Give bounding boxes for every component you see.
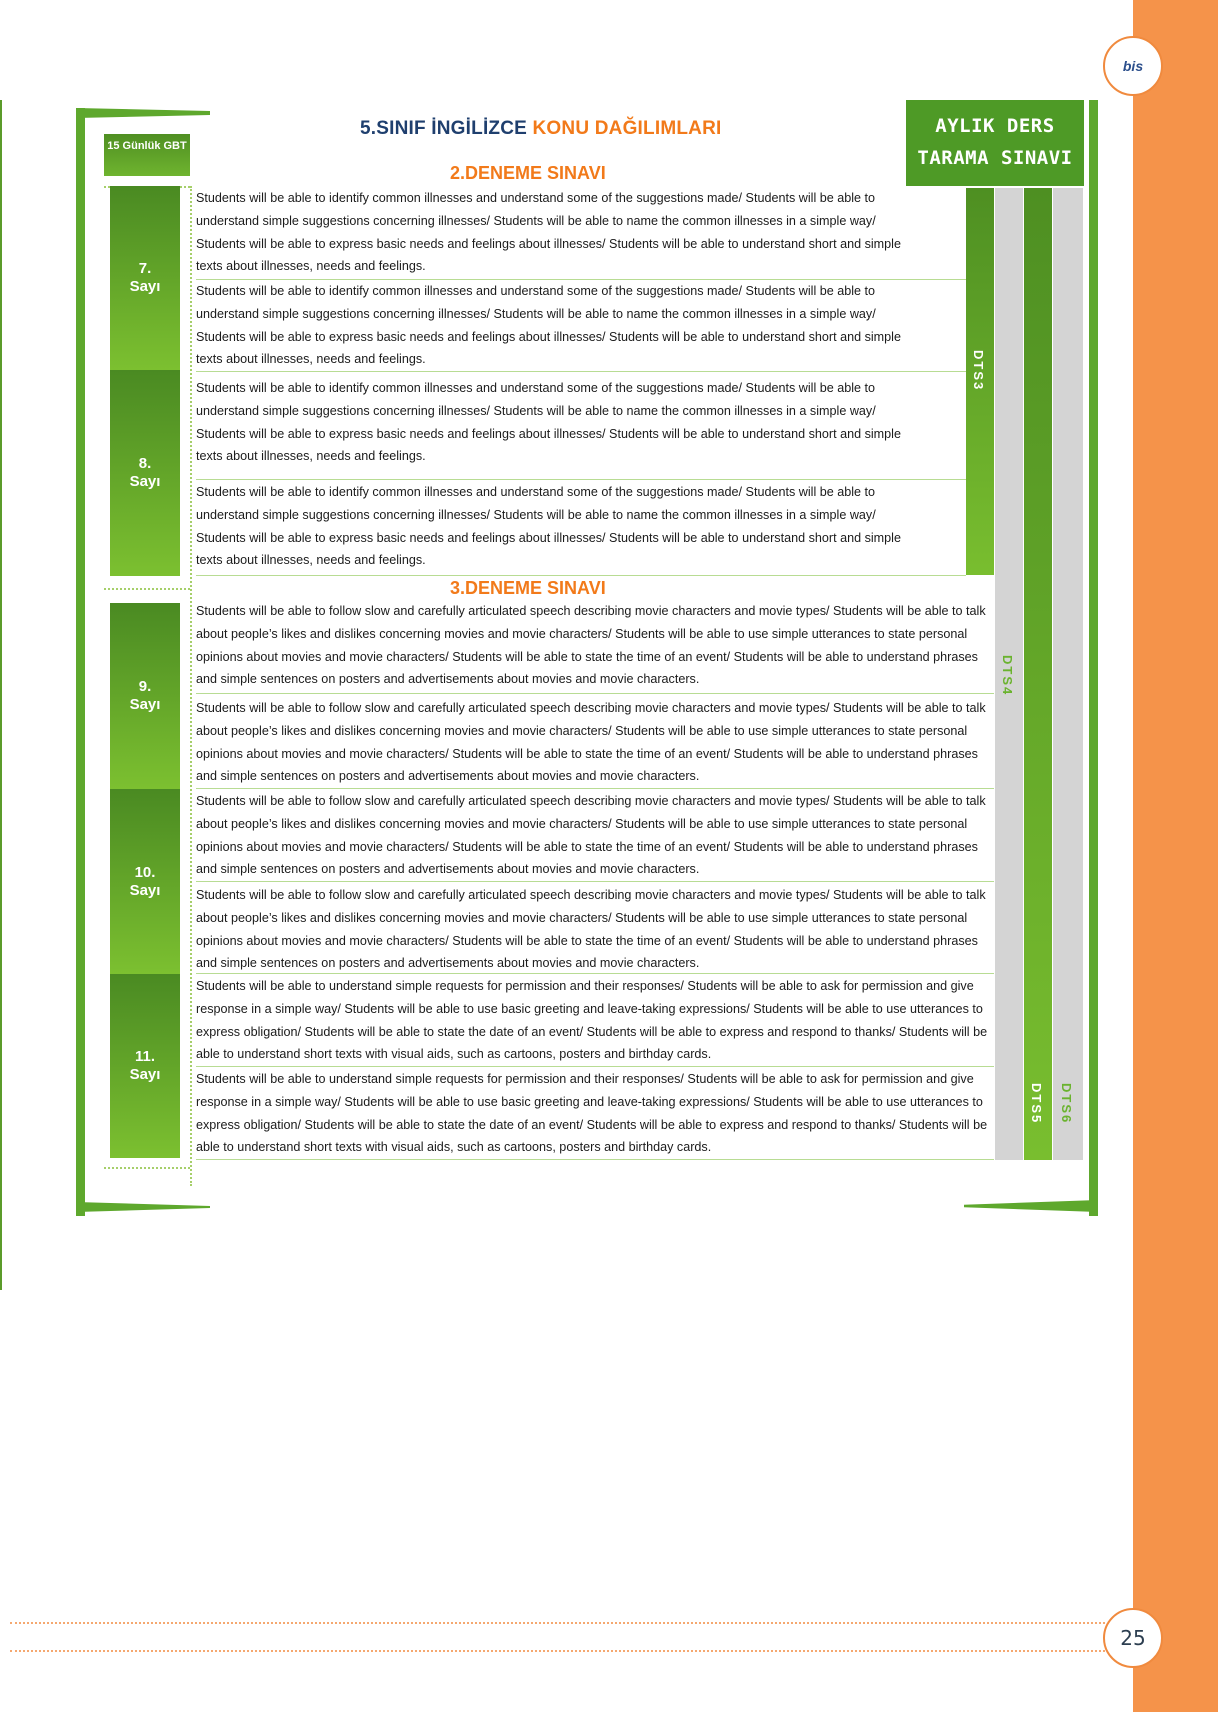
- topic-row: Students will be able to identify common illnesses and understand some of the suggestions made/ Students will be able to understand simple suggestions concerning illnesses/ Students will be able to name the common illnesses in a simple way/ Students will be able to express basic needs and feelings about illnesses/ Students will be able to understand short and simple texts about illnesses, needs and feelings.: [196, 191, 901, 274]
- title-part-2: KONU DAĞILIMLARI: [532, 118, 722, 139]
- topic-row: Students will be able to follow slow and carefully articulated speech describing movie characters and movie types/ Students will be able to talk about people’s likes and dislikes concerning movies and movie characters/ Students will be able to use simple utterances to state personal opinions about movies and movie characters/ Students will be able to state the time of an event/ Students will be able to understand phrases and simple sentences on posters and advertisements about movies and movie characters.: [196, 794, 986, 877]
- topic-row: Students will be able to understand simple requests for permission and their responses/ Students will be able to ask for permission and give response in a simple way/ Students will be able to use basic greeting and leave-taking expressions/ Students will be able to use utterances to express obligation/ Students will be able to state the date of an event/ Students will be able to express and respond to thanks/ Students will be able to understand short texts with visual aids, such as cartoons, posters and birthday cards.: [196, 979, 988, 1062]
- sayi-7-label: 7. Sayı: [129, 260, 161, 295]
- topic-row: Students will be able to identify common illnesses and understand some of the suggestions made/ Students will be able to understand simple suggestions concerning illnesses/ Students will be able to name the common illnesses in a simple way/ Students will be able to express basic needs and feelings about illnesses/ Students will be able to understand short and simple texts about illnesses, needs and feelings.: [196, 485, 901, 568]
- dts4-label: DTS4: [1000, 655, 1015, 697]
- frame-left-bar: [76, 108, 85, 1216]
- topic-row: Students will be able to understand simple requests for permission and their responses/ Students will be able to ask for permission and give response in a simple way/ Students will be able to use basic greeting and leave-taking expressions/ Students will be able to use utterances to express obligation/ Students will be able to state the date of an event/ Students will be able to express and respond to thanks/ Students will be able to understand short texts with visual aids, such as cartoons, posters and birthday cards.: [196, 1072, 988, 1155]
- page-title: [360, 118, 721, 140]
- topic-row: Students will be able to follow slow and carefully articulated speech describing movie characters and movie types/ Students will be able to talk about people’s likes and dislikes concerning movies and movie characters/ Students will be able to use simple utterances to state personal opinions about movies and movie characters/ Students will be able to state the time of an event/ Students will be able to understand phrases and simple sentences on posters and advertisements about movies and movie characters.: [196, 701, 986, 784]
- topic-row: Students will be able to identify common illnesses and understand some of the suggestions made/ Students will be able to understand simple suggestions concerning illnesses/ Students will be able to name the common illnesses in a simple way/ Students will be able to express basic needs and feelings about illnesses/ Students will be able to understand short and simple texts about illnesses, needs and feelings.: [196, 284, 901, 367]
- left-edge-line: [0, 100, 2, 1290]
- row-separator: [196, 575, 966, 576]
- sayi-10-block: [110, 789, 180, 974]
- row-separator: [196, 479, 966, 480]
- dts6-label: DTS6: [1059, 1083, 1074, 1125]
- frame-right-bar: [1089, 100, 1098, 1216]
- topic-row: Students will be able to follow slow and carefully articulated speech describing movie characters and movie types/ Students will be able to talk about people’s likes and dislikes concerning movies and movie characters/ Students will be able to use simple utterances to state personal opinions about movies and movie characters/ Students will be able to state the time of an event/ Students will be able to understand phrases and simple sentences on posters and advertisements about movies and movie characters.: [196, 888, 986, 971]
- aylik-ders-label: AYLIK DERS TARAMA SINAVI: [906, 100, 1084, 186]
- row-separator: [196, 973, 994, 974]
- dotted-divider: [190, 186, 192, 1186]
- topic-row: Students will be able to identify common illnesses and understand some of the suggestions made/ Students will be able to understand simple suggestions concerning illnesses/ Students will be able to name the common illnesses in a simple way/ Students will be able to express basic needs and feelings about illnesses/ Students will be able to understand short and simple texts about illnesses, needs and feelings.: [196, 381, 901, 464]
- row-separator: [196, 1066, 994, 1067]
- section-title-deneme-2: 2.DENEME SINAVI: [450, 163, 606, 183]
- dotted-divider: [104, 588, 190, 590]
- sayi-8-block: [110, 370, 180, 576]
- sayi-7-block: [110, 186, 180, 370]
- frame-bottom-left-cap: [76, 1202, 210, 1212]
- dts5-label: DTS5: [1029, 1083, 1044, 1125]
- row-separator: [196, 881, 994, 882]
- footer-dotted-line: [10, 1622, 1105, 1624]
- row-separator: [196, 788, 994, 789]
- logo-text: bis: [1122, 58, 1144, 74]
- publisher-logo: [1103, 36, 1163, 96]
- row-separator: [196, 693, 994, 694]
- page-number-badge: [1103, 1608, 1163, 1668]
- gbt-label: 15 Günlük GBT: [104, 134, 190, 176]
- sayi-9-block: [110, 603, 180, 789]
- dts6-bar: [1053, 188, 1083, 1160]
- title-part-1: 5.SINIF İNGİLİZCE: [360, 118, 528, 139]
- sayi-9-label: 9. Sayı: [129, 678, 161, 713]
- dts5-bar: [1024, 188, 1052, 1160]
- page-number: 25: [1120, 1626, 1146, 1650]
- row-separator: [196, 1159, 994, 1160]
- sayi-8-label: 8. Sayı: [129, 455, 161, 490]
- topic-row: Students will be able to follow slow and carefully articulated speech describing movie characters and movie types/ Students will be able to talk about people’s likes and dislikes concerning movies and movie characters/ Students will be able to use simple utterances to state personal opinions about movies and movie characters/ Students will be able to state the time of an event/ Students will be able to understand phrases and simple sentences on posters and advertisements about movies and movie characters.: [196, 604, 986, 687]
- section-title-deneme-3: 3.DENEME SINAVI: [450, 578, 606, 598]
- dts3-label: DTS3: [971, 350, 986, 392]
- orange-side-strip: [1133, 0, 1218, 1712]
- frame-top-left-cap: [76, 108, 210, 118]
- dotted-divider: [104, 1167, 190, 1169]
- sayi-11-label: 11. Sayı: [129, 1048, 161, 1083]
- row-separator: [196, 371, 966, 372]
- sayi-10-label: 10. Sayı: [129, 863, 161, 899]
- frame-bottom-right-cap: [964, 1200, 1098, 1212]
- sayi-11-block: [110, 974, 180, 1158]
- footer-dotted-line: [10, 1650, 1105, 1652]
